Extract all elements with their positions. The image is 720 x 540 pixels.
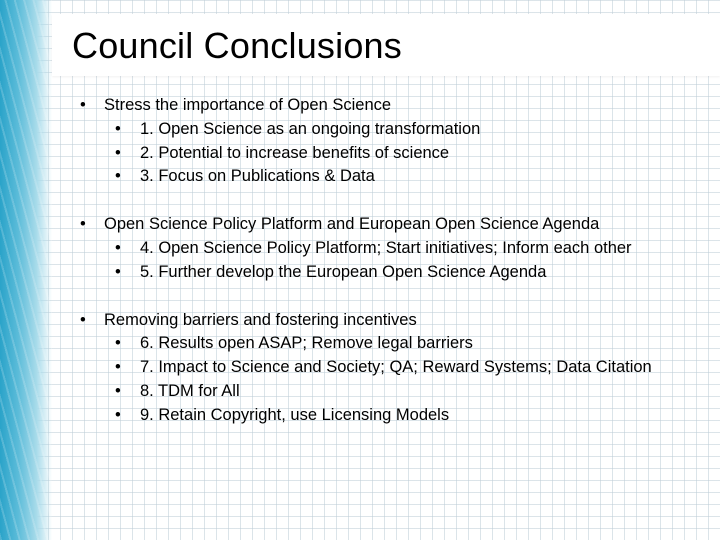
bullet-icon: • (115, 238, 121, 257)
sub-bullet-text: 3. Focus on Publications & Data (140, 167, 375, 186)
sub-bullet-item (78, 380, 708, 404)
bullet-icon: • (80, 96, 86, 114)
sub-bullet-text: 4. Open Science Policy Platform; Start initiatives; Inform each other (140, 238, 632, 257)
bullet-icon: • (115, 334, 121, 353)
bullet-icon: • (115, 167, 121, 186)
sub-bullet-text: 5. Further develop the European Open Science Agenda (140, 262, 547, 281)
sub-bullet-item (78, 237, 708, 261)
page-title: Council Conclusions (72, 25, 402, 66)
sub-bullet-text: 6. Results open ASAP; Remove legal barriers (140, 334, 473, 353)
sub-bullet-item (78, 142, 708, 166)
sub-bullet-text: 7. Impact to Science and Society; QA; Reward Systems; Data Citation (140, 358, 652, 377)
bullet-group (78, 309, 708, 428)
bullet-icon: • (115, 119, 121, 138)
bullet-icon: • (115, 262, 121, 281)
sub-bullet-text: 1. Open Science as an ongoing transformation (140, 119, 481, 138)
bullet-item (78, 213, 708, 237)
bullet-icon: • (115, 143, 121, 162)
bullet-icon: • (115, 405, 121, 424)
sub-bullet-item (78, 332, 708, 356)
sub-bullet-text: 8. TDM for All (140, 381, 240, 400)
bullet-icon: • (115, 358, 121, 377)
bullet-item (78, 309, 708, 333)
bullet-heading: Removing barriers and fostering incentives (104, 310, 417, 329)
bullet-icon: • (80, 310, 86, 329)
bullet-content (78, 94, 708, 452)
bullet-item (78, 94, 708, 118)
bullet-group (78, 94, 708, 189)
title-bar (52, 14, 720, 76)
bullet-heading: Open Science Policy Platform and European Open Science Agenda (104, 215, 600, 234)
sub-bullet-item (78, 165, 708, 189)
sub-bullet-text: 2. Potential to increase benefits of science (140, 143, 450, 162)
bullet-icon: • (115, 381, 121, 400)
sub-bullet-item (78, 261, 708, 285)
bullet-group (78, 213, 708, 284)
bullet-heading: Stress the importance of Open Science (104, 96, 392, 114)
sub-bullet-text: 9. Retain Copyright, use Licensing Models (140, 405, 450, 424)
sub-bullet-item (78, 118, 708, 142)
sub-bullet-item (78, 356, 708, 380)
sub-bullet-item (78, 404, 708, 428)
bullet-icon: • (80, 215, 86, 234)
decorative-side-band (0, 0, 52, 540)
